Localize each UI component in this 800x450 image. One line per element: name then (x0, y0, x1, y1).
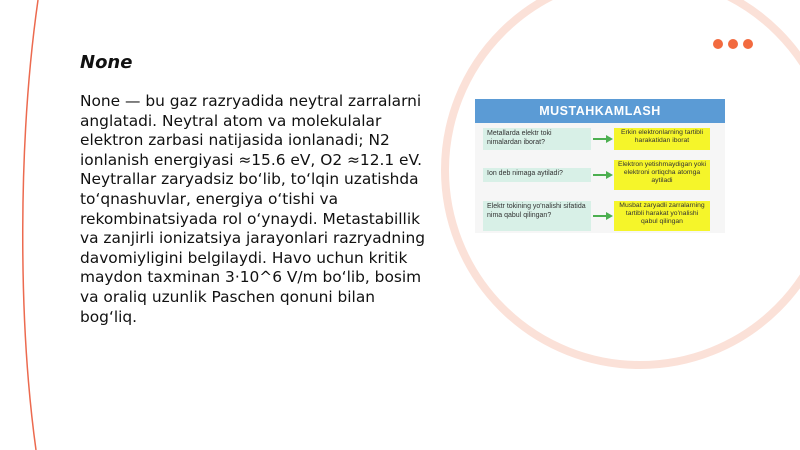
answer-box: Elektron yetishmaydigan yoki elektroni ortiqcha atomga aytiladi (614, 160, 710, 190)
answer-box: Erkin elektronlarning tartibli harakatidan iborat (614, 128, 710, 150)
dot-icon (728, 39, 738, 49)
dot-icon (743, 39, 753, 49)
arrow-right-icon (593, 171, 613, 179)
slide-body-text: None — bu gaz razryadida neytral zarralarni anglatadi. Neytral atom va molekulalar elektron zarbasi natijasida ionlanadi; N2 ionlanish energiyasi ≈15.6 eV, O2 ≈12.1 eV. Neytrallar zaryadsiz bo‘lib, to‘lqin uzatishda to‘qnashuvlar, energiya o‘tishi va rekombinatsiyada rol o‘ynaydi. Metastabillik va zanjirli ionizatsiya jarayonlari razryadning davomiyligini belgilaydi. Havo uchun kritik maydon taxminan 3·10^6 V/m bo‘lib, bosim va oraliq uzunlik Paschen qonuni bilan bog‘liq. (80, 92, 425, 326)
arrow-right-icon (593, 212, 613, 220)
left-arc-line (23, 0, 38, 450)
question-box: Metallarda elektr toki nimalardan iborat? (483, 128, 591, 150)
slide-title: None (80, 52, 133, 73)
review-image-card (475, 99, 725, 233)
card-header: MUSTAHKAMLASH (475, 99, 725, 123)
question-box: Elektr tokining yo'nalishi sifatida nima qabul qilingan? (483, 201, 591, 231)
answer-box: Musbat zaryadli zarralarning tartibli harakat yo'nalishi qabul qilingan (614, 201, 710, 231)
menu-dots (713, 39, 753, 49)
arrow-right-icon (593, 135, 613, 143)
dot-icon (713, 39, 723, 49)
question-box: Ion deb nimaga aytiladi? (483, 168, 591, 182)
